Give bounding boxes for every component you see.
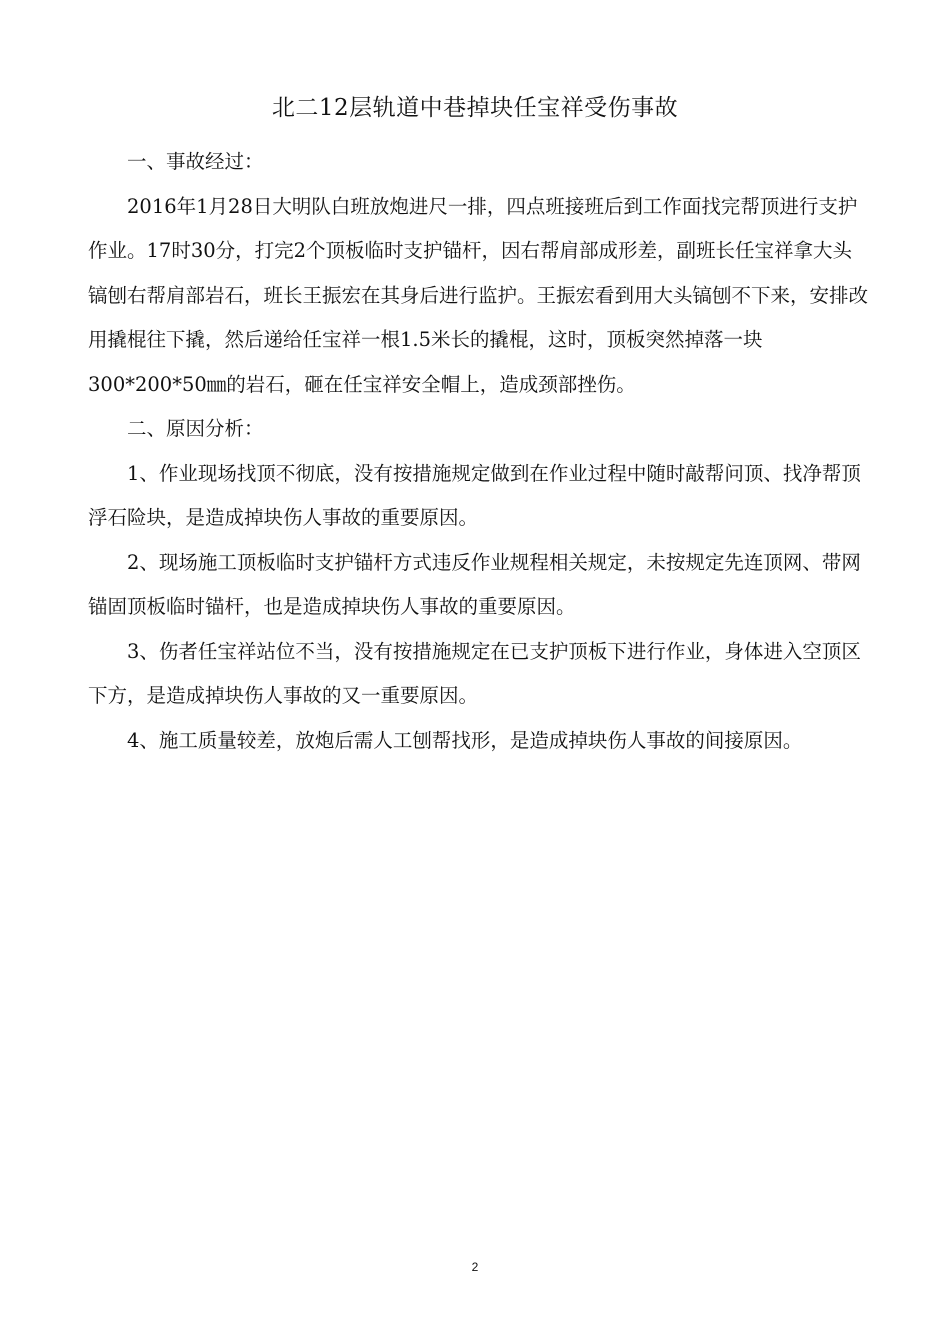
accident-process-paragraph: 2016年1月28日大明队白班放炮进尺一排，四点班接班后到工作面找完帮顶进行支护作业。17时30分，打完2个顶板临时支护锚杆，因右帮肩部成形差，副班长任宝祥拿大头镐刨右帮肩部岩石，班长王振宏在其身后进行监护。王振宏看到用大头镐刨不下来，安排改用撬棍往下撬，然后递给任宝祥一根1.5米长的撬棍，这时，顶板突然掉落一块300*200*50㎜的岩石，砸在任宝祥安全帽上，造成颈部挫伤。: [88, 194, 869, 396]
cause-item-3: 3、伤者任宝祥站位不当，没有按措施规定在已支护顶板下进行作业，身体进入空顶区下方，是造成掉块伤人事故的又一重要原因。: [88, 639, 861, 707]
document-body: [88, 140, 868, 763]
cause-item-2: 2、现场施工顶板临时支护锚杆方式违反作业规程相关规定，未按规定先连顶网、带网锚固顶板临时锚杆，也是造成掉块伤人事故的重要原因。: [88, 550, 861, 618]
document-title: 北二12层轨道中巷掉块任宝祥受伤事故: [271, 95, 679, 121]
section-heading-cause: 二、原因分析：: [127, 417, 264, 440]
cause-item-1: 1、作业现场找顶不彻底，没有按措施规定做到在作业过程中随时敲帮问顶、找净帮顶浮石险块，是造成掉块伤人事故的重要原因。: [88, 461, 861, 529]
cause-item-4: 4、施工质量较差，放炮后需人工刨帮找形，是造成掉块伤人事故的间接原因。: [127, 728, 803, 752]
page-number: 2: [471, 1260, 479, 1274]
section-heading-process: 一、事故经过：: [127, 150, 264, 173]
